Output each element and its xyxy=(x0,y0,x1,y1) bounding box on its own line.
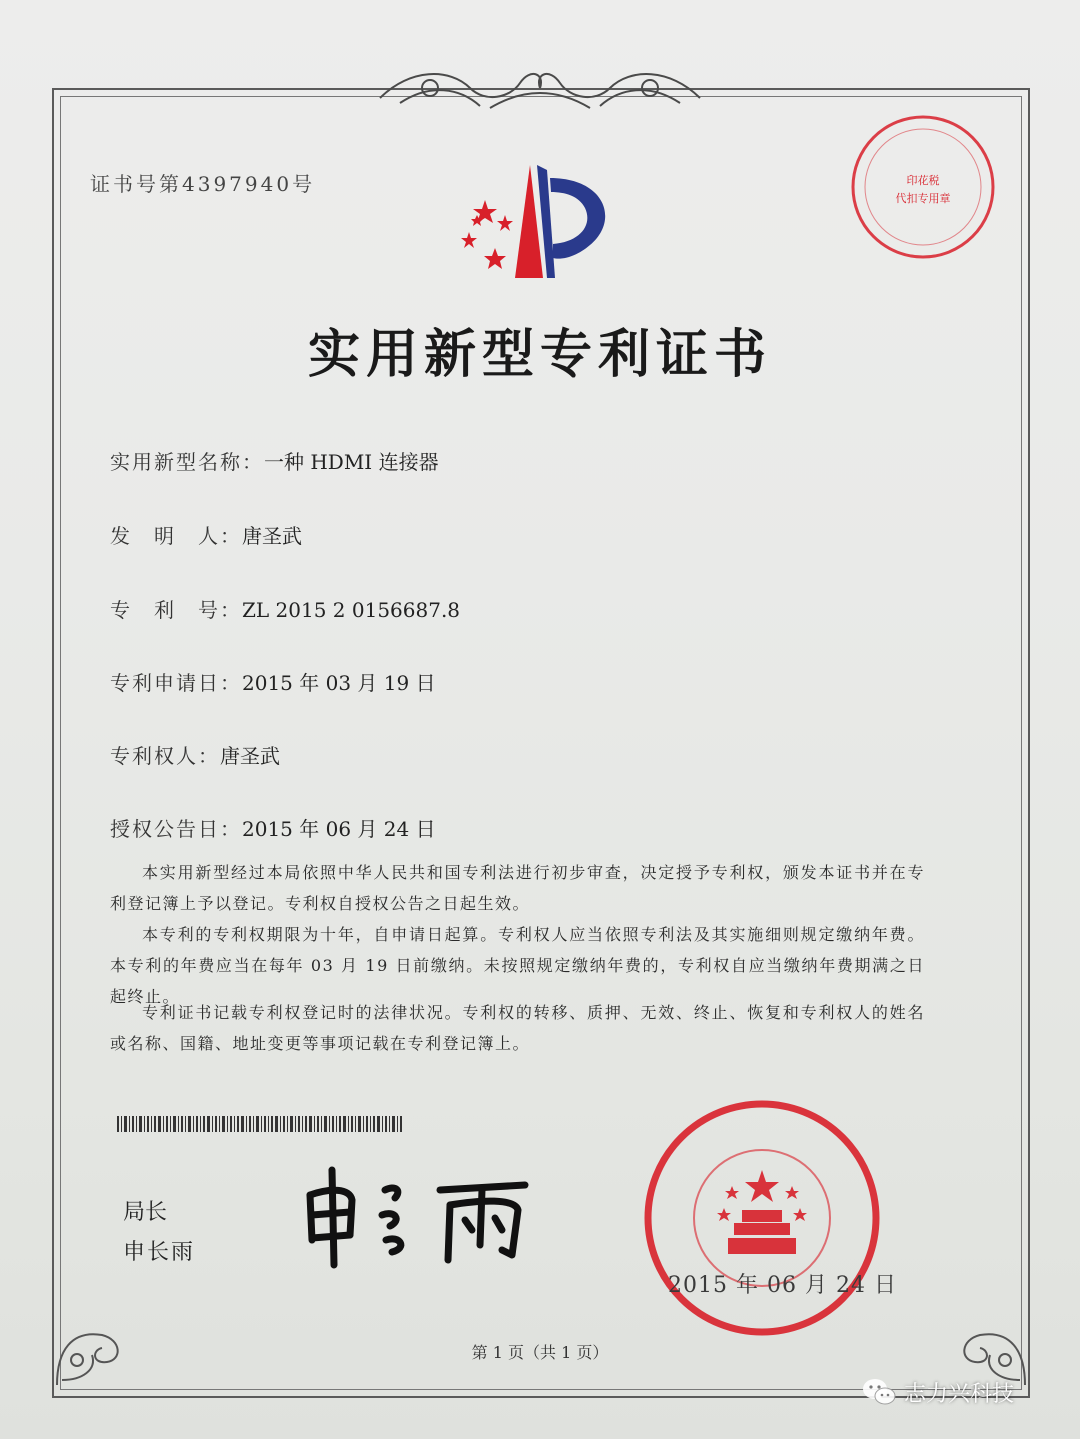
field-value: 唐圣武 xyxy=(220,744,280,768)
watermark xyxy=(862,1372,1014,1412)
wechat-icon xyxy=(862,1377,896,1407)
field-grant-date xyxy=(110,813,436,842)
field-value: 2015 年 03 月 19 日 xyxy=(242,671,436,695)
field-utility-model-name xyxy=(110,446,439,475)
svg-text:印花税: 印花税 xyxy=(906,174,940,187)
svg-text:代扣专用章: 代扣专用章 xyxy=(895,192,951,205)
field-label: 专利权人： xyxy=(110,744,220,768)
seal-date: 2015 年 06 月 24 日 xyxy=(668,1273,897,1298)
certificate-number: 证书号第4397940号 xyxy=(90,172,316,196)
field-patentee xyxy=(110,740,280,769)
field-value: ZL 2015 2 0156687.8 xyxy=(242,598,461,622)
top-ornament-icon xyxy=(370,58,710,120)
tax-stamp-seal xyxy=(848,112,998,262)
director-signature xyxy=(290,1160,540,1270)
field-value: 唐圣武 xyxy=(242,524,302,548)
field-label: 专利申请日： xyxy=(110,671,242,695)
page-info: 第 1 页（共 1 页） xyxy=(471,1343,609,1362)
field-inventor xyxy=(110,520,302,549)
director-title: 局长 xyxy=(123,1200,168,1225)
paragraph-grant: 本实用新型经过本局依照中华人民共和国专利法进行初步审查，决定授予专利权，颁发本证书并在专利登记簿上予以登记。专利权自授权公告之日起生效。 xyxy=(110,863,925,913)
paragraph-term: 本专利的专利权期限为十年，自申请日起算。专利权人应当依照专利法及其实施细则规定缴纳年费。本专利的年费应当在每年 03 月 19 日前缴纳。未按照规定缴纳年费的，专利权自应当缴纳年费期满之日起终止。 xyxy=(110,925,925,1006)
field-label: 发 明 人： xyxy=(110,524,242,548)
paragraph-legal-status: 专利证书记载专利权登记时的法律状况。专利权的转移、质押、无效、终止、恢复和专利权人的姓名或名称、国籍、地址变更等事项记载在专利登记簿上。 xyxy=(110,1003,925,1053)
certificate-title: 实用新型专利证书 xyxy=(307,324,772,385)
field-label: 授权公告日： xyxy=(110,817,242,841)
director-name: 申长雨 xyxy=(123,1240,196,1265)
field-label: 专 利 号： xyxy=(110,598,242,622)
field-application-date xyxy=(110,667,436,696)
patent-office-seal xyxy=(642,1098,882,1338)
field-value: 一种 HDMI 连接器 xyxy=(264,450,439,474)
field-value: 2015 年 06 月 24 日 xyxy=(242,817,436,841)
field-patent-number xyxy=(110,594,460,623)
patent-office-logo xyxy=(455,160,625,285)
field-label: 实用新型名称： xyxy=(110,450,264,474)
watermark-text: 志力兴科技 xyxy=(904,1381,1015,1407)
barcode xyxy=(117,1116,402,1132)
